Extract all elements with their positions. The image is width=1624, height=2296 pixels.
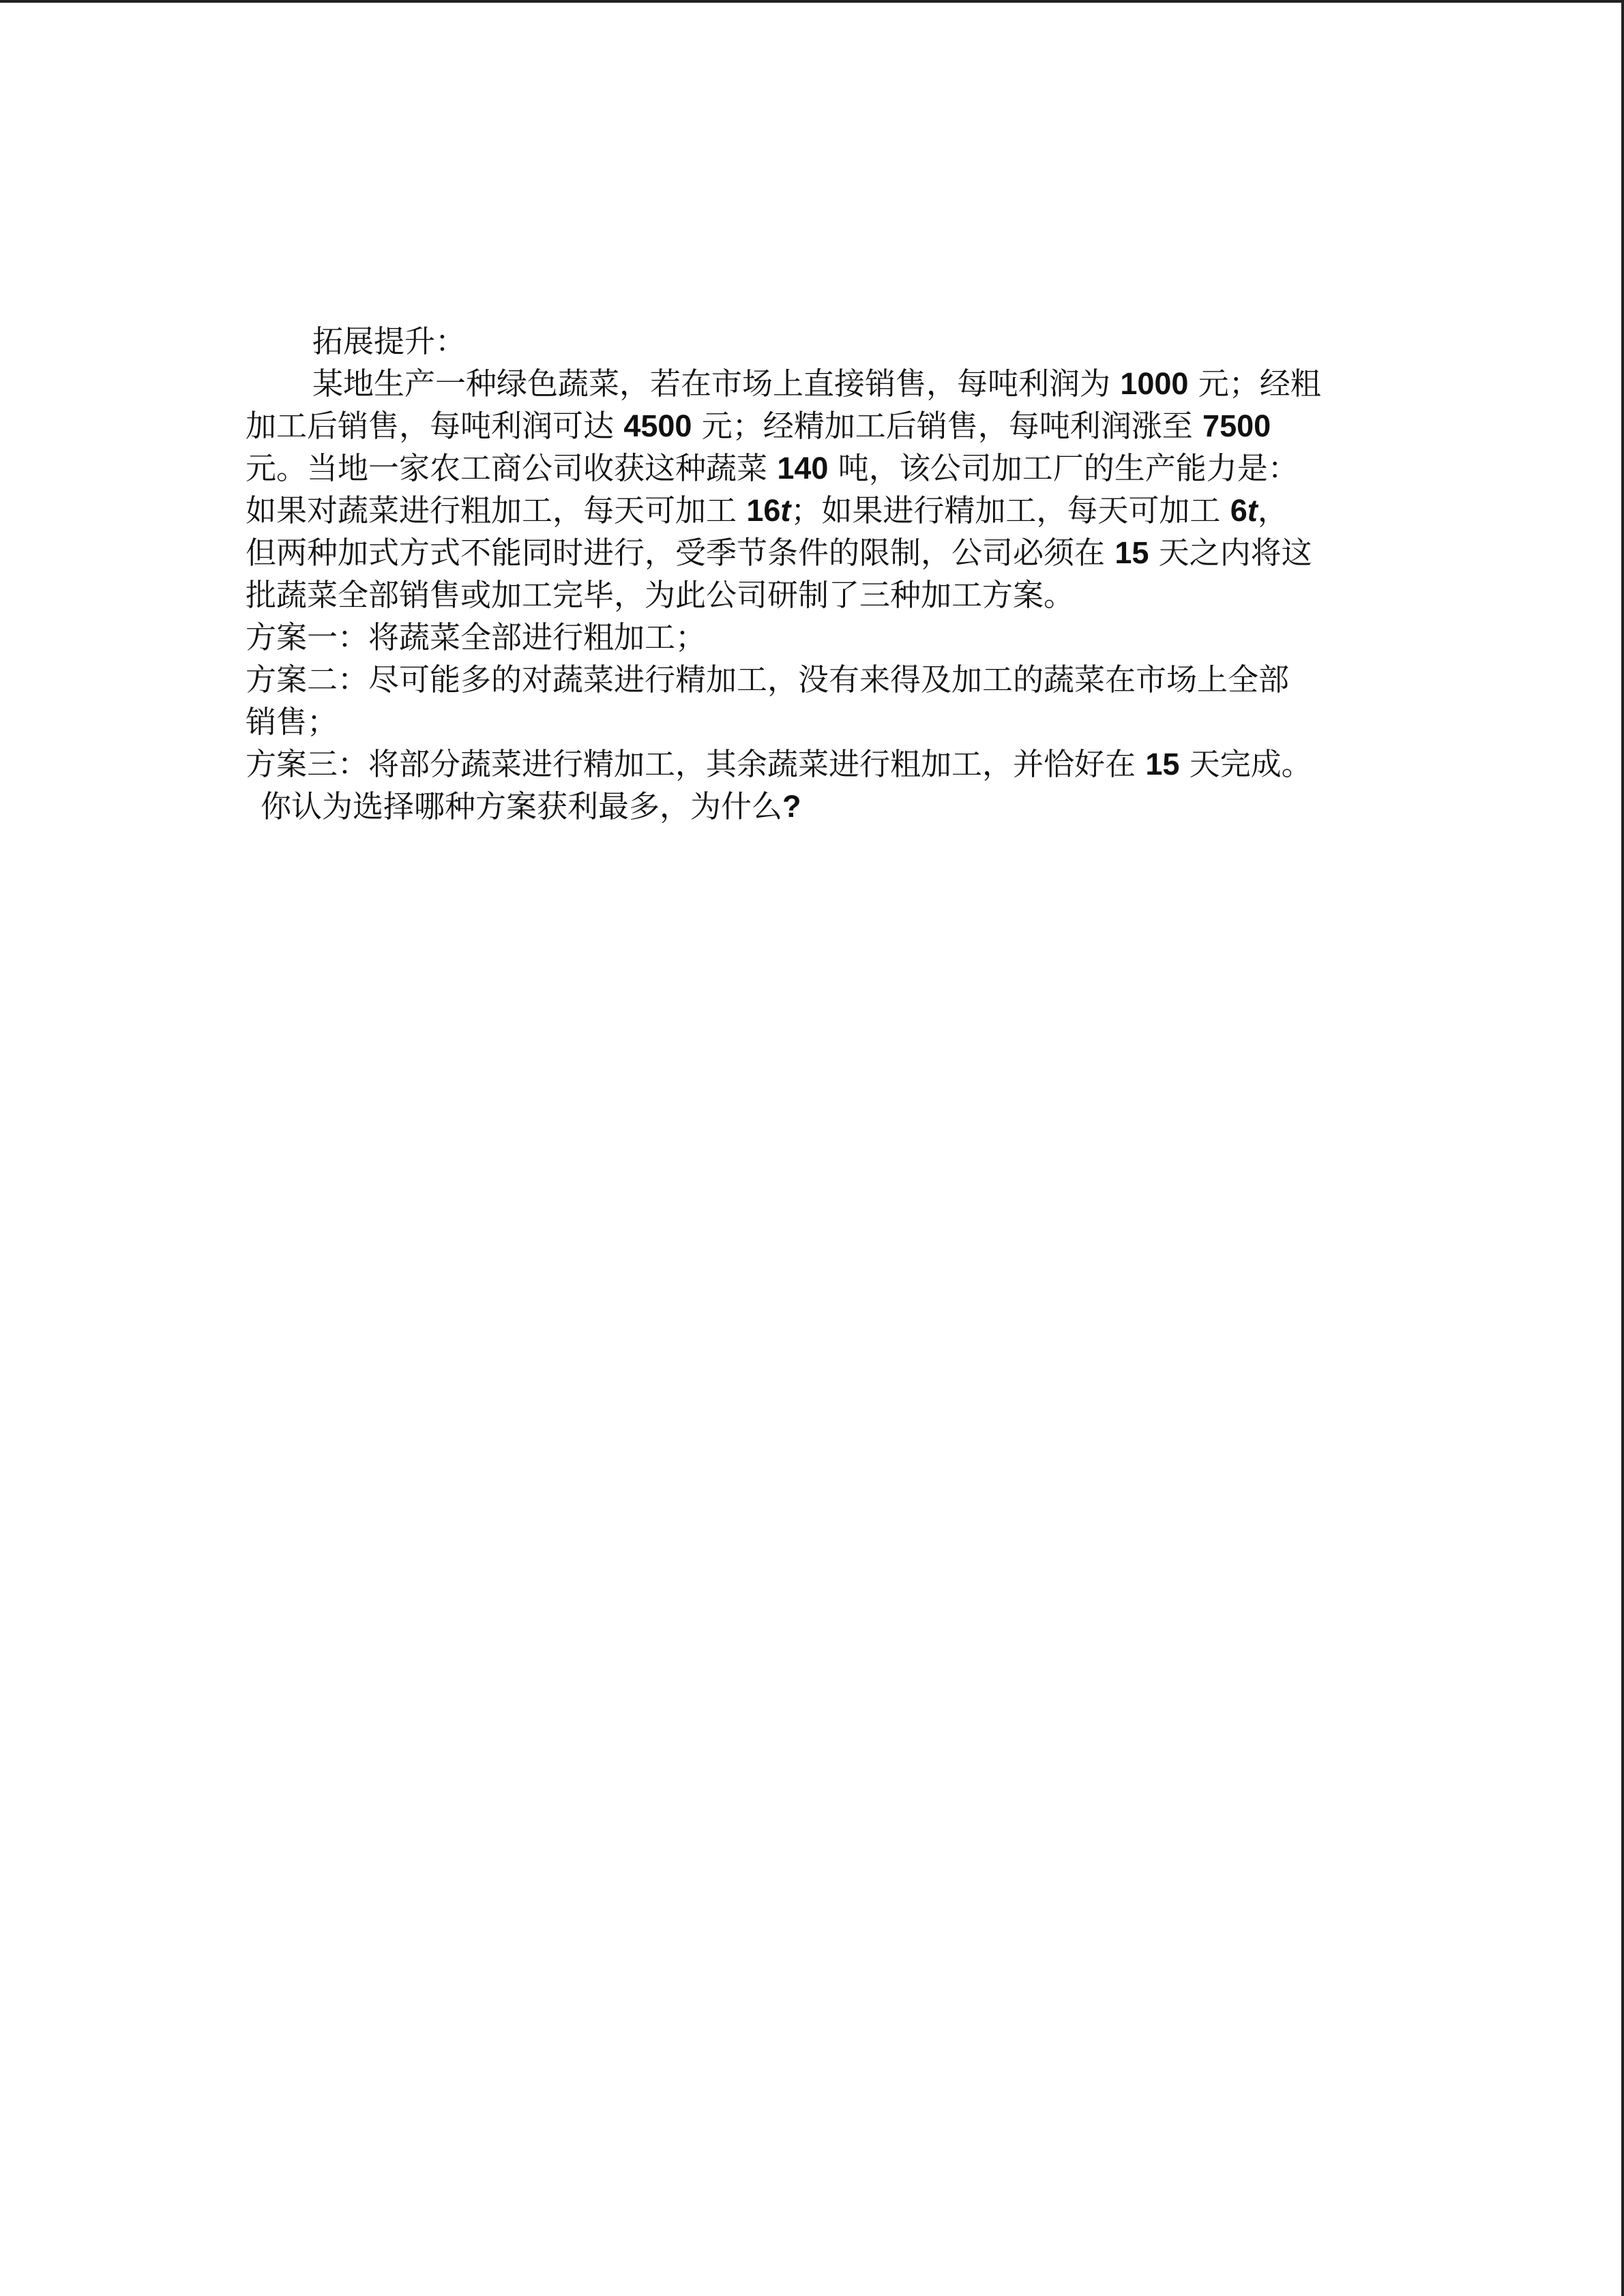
number-value: 6 bbox=[1230, 493, 1247, 528]
question bbox=[246, 786, 1378, 828]
paragraph-line bbox=[246, 574, 1378, 616]
text-span: 元。当地一家农工商公司收获这种蔬菜 bbox=[246, 450, 778, 486]
plan-one bbox=[246, 616, 1378, 659]
text-span: ， bbox=[1257, 492, 1288, 528]
question-mark: ? bbox=[782, 789, 801, 824]
paragraph-line bbox=[246, 363, 1378, 405]
text-span: 元；经精加工后销售，每吨利润涨至 bbox=[692, 408, 1203, 444]
number-value: 15 bbox=[1145, 747, 1180, 781]
unit-symbol: t bbox=[780, 493, 791, 528]
number-value: 16 bbox=[746, 493, 781, 528]
plan-three bbox=[246, 743, 1378, 786]
text-span: 天之内将这 bbox=[1149, 535, 1312, 571]
text-span: 加工后销售，每吨利润可达 bbox=[246, 408, 624, 444]
heading-text: 拓展提升： bbox=[312, 323, 467, 359]
number-value: 7500 bbox=[1202, 408, 1271, 443]
document-body bbox=[246, 320, 1378, 828]
plan-one-text: 方案一：将蔬菜全部进行粗加工； bbox=[246, 619, 707, 655]
text-span: 元；经粗 bbox=[1188, 366, 1321, 402]
page-border-top bbox=[0, 0, 1624, 3]
paragraph-line bbox=[246, 490, 1378, 532]
text-span: 天完成。 bbox=[1179, 746, 1312, 782]
text-span: 但两种加式方式不能同时进行，受季节条件的限制，公司必须在 bbox=[246, 535, 1115, 571]
text-span: ；如果进行精加工，每天可加工 bbox=[791, 492, 1230, 528]
unit-symbol: t bbox=[1247, 493, 1258, 528]
text-span: 吨，该公司加工厂的生产能力是： bbox=[828, 450, 1299, 486]
plan-two-text: 方案二：尽可能多的对蔬菜进行精加工，没有来得及加工的蔬菜在市场上全部 bbox=[246, 661, 1290, 698]
paragraph-line bbox=[246, 447, 1378, 490]
text-span: 某地生产一种绿色蔬菜，若在市场上直接销售，每吨利润为 bbox=[312, 366, 1121, 402]
question-text: 你认为选择哪种方案获利最多，为什么 bbox=[261, 788, 783, 824]
number-value: 140 bbox=[777, 451, 829, 486]
plan-two-continued bbox=[246, 701, 1378, 743]
text-span: 如果对蔬菜进行粗加工，每天可加工 bbox=[246, 492, 747, 528]
section-heading bbox=[246, 320, 1378, 363]
paragraph-line bbox=[246, 532, 1378, 574]
text-span: 方案三：将部分蔬菜进行精加工，其余蔬菜进行粗加工，并恰好在 bbox=[246, 746, 1146, 782]
text-span: 批蔬菜全部销售或加工完毕，为此公司研制了三种加工方案。 bbox=[246, 577, 1075, 613]
plan-two bbox=[246, 659, 1378, 701]
number-value: 4500 bbox=[623, 408, 692, 443]
number-value: 1000 bbox=[1120, 366, 1189, 401]
plan-two-text: 销售； bbox=[246, 704, 338, 740]
page-border-right bbox=[1621, 0, 1624, 2296]
paragraph-line bbox=[246, 405, 1378, 447]
number-value: 15 bbox=[1114, 535, 1149, 570]
